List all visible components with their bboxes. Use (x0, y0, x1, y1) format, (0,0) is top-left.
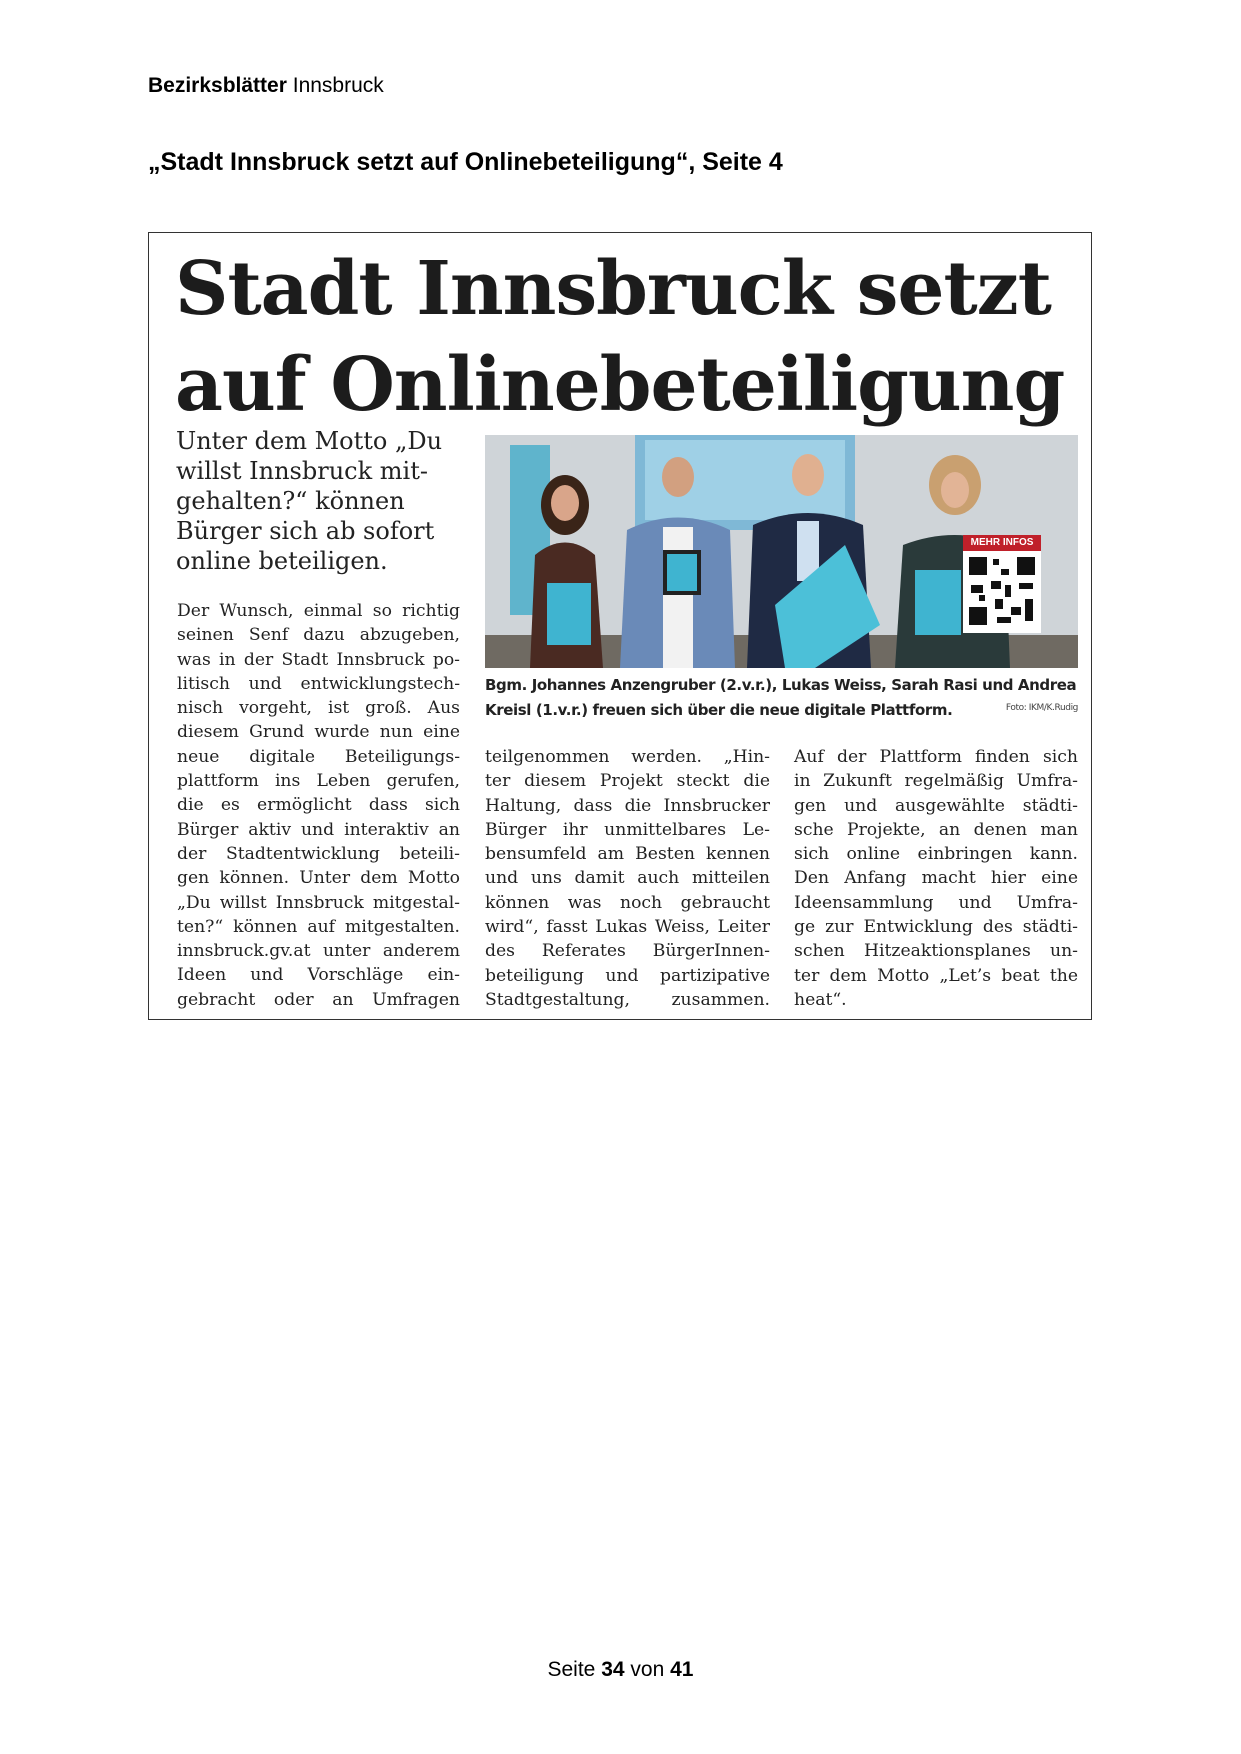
text-line: seinen Senf dazu abzugeben, (177, 625, 460, 646)
text-line: willst Innsbruck mit- (176, 457, 428, 485)
article-deck (176, 426, 466, 576)
text-line: sche Projekte, an denen man (794, 819, 1078, 840)
photo-caption: Bgm. Johannes Anzengruber (2.v.r.), Lukas Weiss, Sarah Rasi und Andrea Kreisl (1.v.r.) freuen sich über die neue digitale Plattform. Foto: IKM/K.Rudig (485, 676, 1078, 719)
text-line: beteiligung und partizipative (485, 965, 770, 986)
article-column-3 (794, 745, 1078, 1012)
page-footer: Seite 34 von 41 (547, 1658, 694, 1681)
text-line: Auf der Plattform finden sich (794, 747, 1078, 767)
text-line: innsbruck.gv.at unter anderem (177, 941, 460, 962)
text-line: schen Hitzeaktionsplanes un- (794, 941, 1078, 962)
publication-header: Bezirksblätter Innsbruck (148, 74, 384, 97)
text-line: Ideen und Vorschläge ein- (177, 965, 460, 986)
article-headline: Stadt Innsbruck setzt auf Onlinebeteiligung (175, 246, 1065, 428)
text-line: ten?“ können auf mitgestalten. (177, 916, 460, 937)
text-line: „Du willst Innsbruck mitgestal- (177, 892, 460, 913)
article-reference-title: „Stadt Innsbruck setzt auf Onlinebeteiligung“, Seite 4 (148, 148, 783, 176)
text-line: ge zur Entwicklung des städti- (794, 917, 1078, 938)
text-line: Unter dem Motto „Du (176, 427, 443, 455)
text-line: können was noch gebraucht (485, 892, 770, 913)
text-line: heat“. (794, 989, 847, 1010)
text-line: gen können. Unter dem Motto (177, 868, 460, 889)
text-line: nisch vorgeht, ist groß. Aus (177, 698, 460, 719)
text-line: des Referates BürgerInnen- (485, 941, 770, 962)
text-line: wird“, fasst Lukas Weiss, Leiter (485, 917, 770, 938)
text-line: Bürger sich ab sofort (176, 517, 435, 545)
text-line: Ideensammlung und Umfra- (794, 892, 1078, 913)
text-line: was in der Stadt Innsbruck po- (177, 649, 460, 670)
text-line: litisch und entwicklungstech- (177, 673, 460, 694)
text-line: Den Anfang macht hier eine (794, 868, 1078, 889)
text-line: teilgenommen werden. „Hin- (485, 747, 770, 767)
photo-credit: Foto: IKM/K.Rudig (1005, 703, 1078, 713)
text-line: ter diesem Projekt steckt die (485, 771, 770, 792)
article-photo (485, 435, 1078, 668)
qr-label: MEHR INFOS (970, 537, 1034, 548)
text-line: bensumfeld am Besten kennen (485, 844, 770, 865)
text-line: Bürger aktiv und interaktiv an (177, 819, 460, 840)
newspaper-clipping (148, 232, 1092, 1020)
text-line: Bürger ihr unmittelbares Le- (485, 819, 770, 840)
photo-illustration (485, 435, 1078, 668)
text-line: diesem Grund wurde nun eine (177, 722, 460, 743)
text-line: ter dem Motto „Let’s beat the (794, 965, 1078, 986)
text-line: Haltung, dass die Innsbrucker (485, 795, 770, 816)
text-line: gen und ausgewählte städti- (794, 795, 1078, 816)
text-line: in Zukunft regelmäßig Umfra- (794, 771, 1078, 792)
text-line: die es ermöglicht dass sich (177, 795, 460, 816)
text-line: Der Wunsch, einmal so richtig (177, 601, 460, 621)
article-column-2 (485, 745, 770, 1012)
text-line: gebracht oder an Umfragen (177, 989, 460, 1010)
text-line: und uns damit auch mitteilen (485, 868, 770, 889)
text-line: Stadtgestaltung, zusammen. (485, 989, 770, 1010)
text-line: sich online einbringen kann. (794, 844, 1078, 865)
text-line: gehalten?“ können (176, 487, 405, 515)
text-line: neue digitale Beteiligungs- (177, 746, 460, 767)
text-line: plattform ins Leben gerufen, (177, 771, 460, 792)
article-column-1 (177, 599, 460, 1012)
text-line: online beteiligen. (176, 547, 388, 575)
text-line: der Stadtentwicklung beteili- (177, 843, 460, 864)
